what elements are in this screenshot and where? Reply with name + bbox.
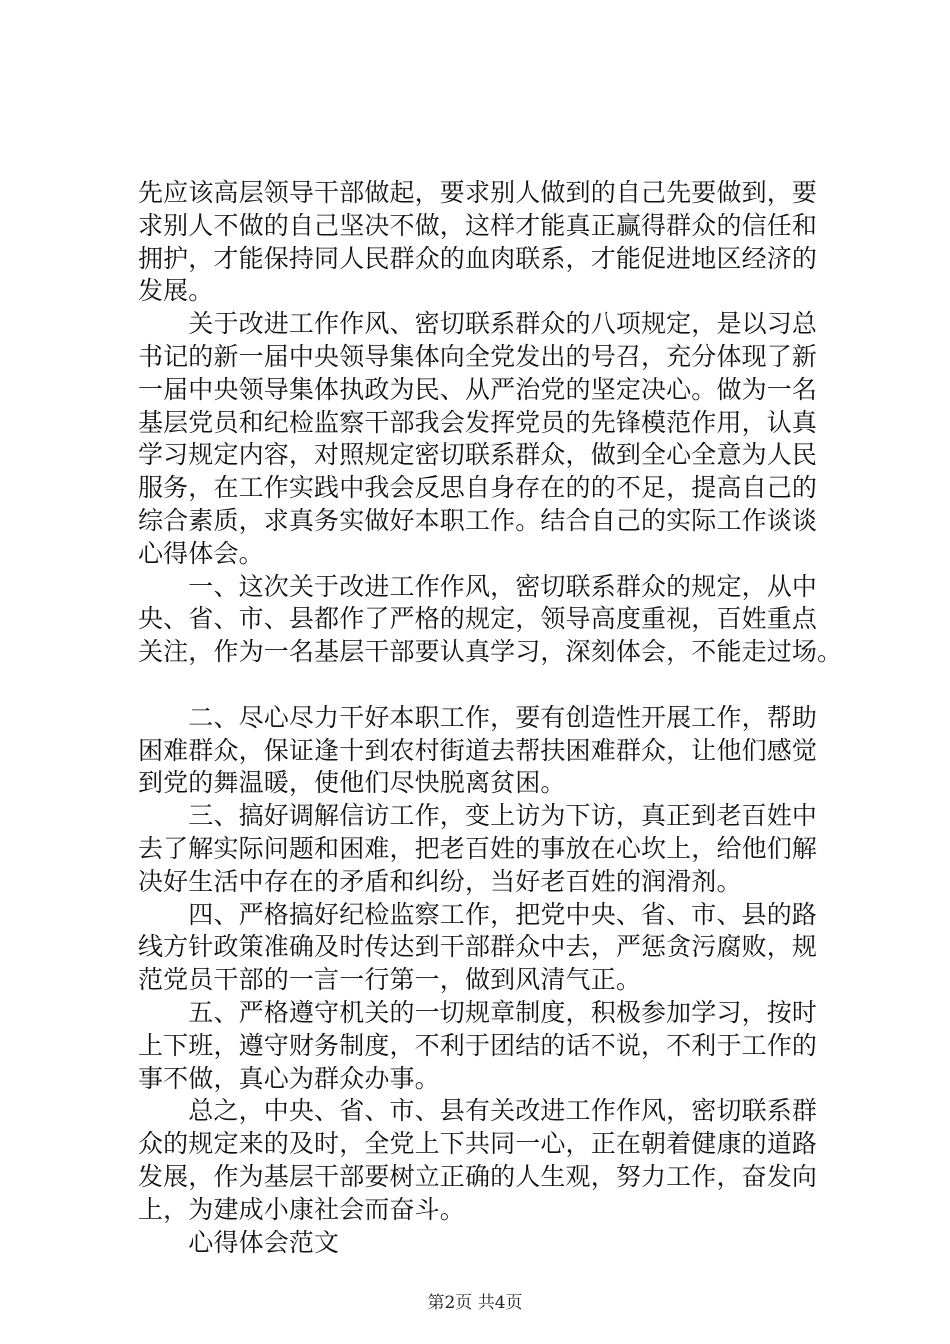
text-line: 先应该高层领导干部做起，要求别人做到的自己先要做到，要 [138, 178, 818, 207]
text-line: 服务，在工作实践中我会反思自身存在的的不足，提高自己的 [138, 473, 818, 502]
text-line: 范党员干部的一言一行第一，做到风清气正。 [138, 965, 642, 994]
text-line: 一、这次关于改进工作作风，密切联系群众的规定，从中 [138, 572, 818, 601]
text-line: 基层党员和纪检监察干部我会发挥党员的先锋模范作用，认真 [138, 408, 818, 437]
text-line: 众的规定来的及时，全党上下共同一心，正在朝着健康的道路 [138, 1129, 818, 1158]
text-line: 上，为建成小康社会而奋斗。 [138, 1195, 465, 1224]
text-line: 到党的舞温暖，使他们尽快脱离贫困。 [138, 768, 566, 797]
text-line: 综合素质，求真务实做好本职工作。结合自己的实际工作谈谈 [138, 506, 818, 535]
text-line: 一届中央领导集体执政为民、从严治党的坚定决心。做为一名 [138, 375, 818, 404]
text-line: 事不做，真心为群众办事。 [138, 1064, 440, 1093]
text-line: 关于改进工作作风、密切联系群众的八项规定，是以习总 [138, 309, 818, 338]
text-line: 发展，作为基层干部要树立正确的人生观，努力工作，奋发向 [138, 1162, 818, 1191]
text-line: 心得体会。 [138, 539, 264, 568]
text-line: 求别人不做的自己坚决不做，这样才能真正赢得群众的信任和 [138, 211, 818, 240]
text-line: 四、严格搞好纪检监察工作，把党中央、省、市、县的路 [138, 900, 818, 929]
text-line: 央、省、市、县都作了严格的规定，领导高度重视，百姓重点 [138, 604, 818, 633]
text-line: 拥护，才能保持同人民群众的血肉联系，才能促进地区经济的 [138, 244, 818, 273]
text-line: 线方针政策准确及时传达到干部群众中去，严惩贪污腐败，规 [138, 932, 818, 961]
text-line: 关注，作为一名基层干部要认真学习，深刻体会，不能走过场。 [138, 637, 843, 666]
page-number-footer: 第2页 共4页 [427, 1293, 523, 1313]
text-line: 困难群众，保证逢十到农村街道去帮扶困难群众，让他们感觉 [138, 736, 818, 765]
text-line: 总之，中央、省、市、县有关改进工作作风，密切联系群 [138, 1096, 818, 1125]
text-line: 二、尽心尽力干好本职工作，要有创造性开展工作，帮助 [138, 703, 818, 732]
text-line: 三、搞好调解信访工作，变上访为下访，真正到老百姓中 [138, 801, 818, 830]
text-line: 五、严格遵守机关的一切规章制度，积极参加学习，按时 [138, 998, 818, 1027]
text-line: 决好生活中存在的矛盾和纠纷，当好老百姓的润滑剂。 [138, 867, 742, 896]
text-line: 心得体会范文 [138, 1228, 340, 1257]
text-line: 去了解实际问题和困难，把老百姓的事放在心坎上，给他们解 [138, 834, 818, 863]
text-line: 上下班，遵守财务制度，不利于团结的话不说，不利于工作的 [138, 1031, 818, 1060]
text-line: 发展。 [138, 276, 214, 305]
text-line: 书记的新一届中央领导集体向全党发出的号召，充分体现了新 [138, 342, 818, 371]
text-line: 学习规定内容，对照规定密切联系群众，做到全心全意为人民 [138, 440, 818, 469]
